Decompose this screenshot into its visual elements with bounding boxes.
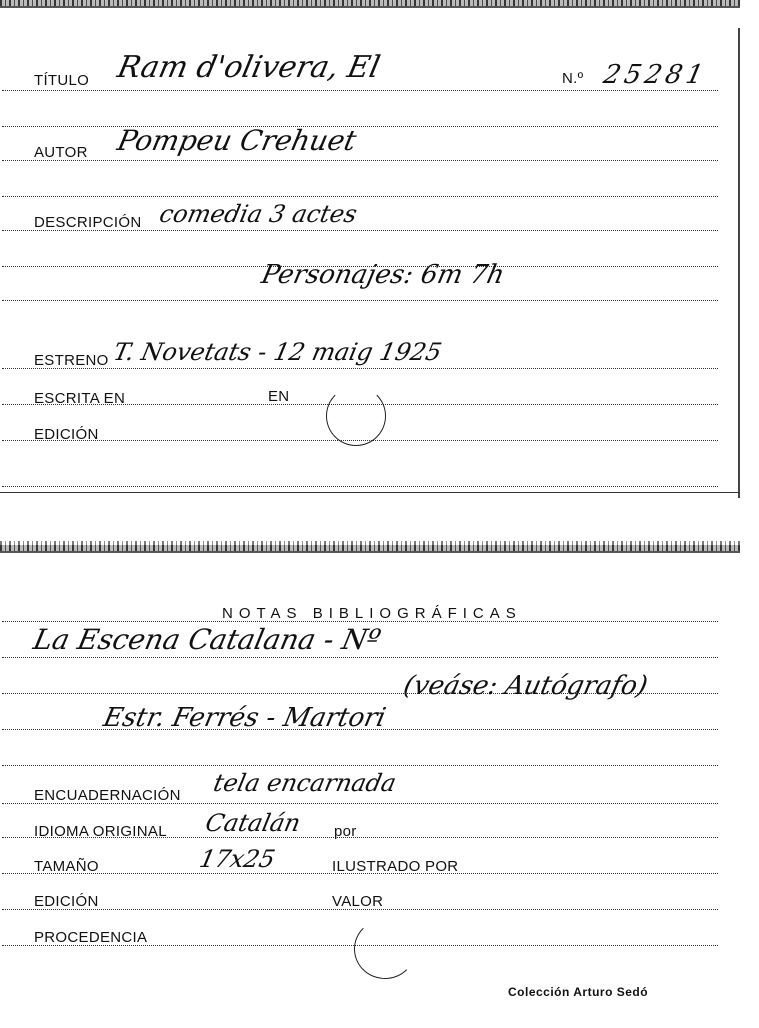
catalog-card-front	[0, 0, 740, 498]
rule	[2, 196, 718, 197]
titulo-value: Ram d'olivera, El	[114, 50, 384, 85]
coleccion-label: Colección Arturo Sedó	[508, 985, 649, 999]
scan-noise-top	[0, 0, 740, 6]
numero-value: 25281	[600, 60, 710, 90]
encuadernacion-value: tela encarnada	[211, 769, 399, 797]
nota-line-3: Estr. Ferrés - Martori	[100, 703, 389, 733]
autor-value: Pompeu Crehuet	[114, 124, 360, 157]
autor-label: AUTOR	[34, 144, 88, 161]
valor-label: VALOR	[332, 893, 384, 910]
estreno-label: ESTRENO	[34, 352, 109, 369]
punch-hole	[326, 386, 386, 446]
descripcion-label: DESCRIPCIÓN	[34, 214, 142, 231]
titulo-label: TÍTULO	[34, 72, 90, 89]
punch-hole	[354, 919, 416, 979]
procedencia-label: PROCEDENCIA	[34, 929, 148, 946]
rule	[2, 368, 718, 369]
rule	[2, 486, 718, 487]
card-separator	[0, 492, 740, 493]
scan-noise-top	[0, 541, 740, 551]
idioma-label: IDIOMA ORIGINAL	[34, 823, 167, 840]
idioma-value: Catalán	[203, 809, 304, 837]
por-label: por	[334, 823, 357, 840]
edicion-label: EDICIÓN	[34, 426, 99, 443]
nota-line-2: (veáse: Autógrafo)	[400, 671, 651, 701]
encuadernacion-label: ENCUADERNACIÓN	[34, 787, 181, 804]
rule	[2, 126, 718, 127]
rule	[2, 90, 718, 91]
tamano-label: TAMAÑO	[34, 858, 99, 875]
card-edge	[738, 28, 740, 498]
catalog-card-back	[0, 545, 740, 1023]
rule	[2, 765, 718, 766]
nota-line-1: La Escena Catalana - Nº	[30, 623, 384, 656]
en-label: EN	[268, 388, 290, 405]
notas-title: NOTAS BIBLIOGRÁFICAS	[222, 605, 522, 622]
numero-label: N.º	[562, 70, 584, 87]
rule	[2, 657, 718, 658]
rule	[2, 300, 718, 301]
descripcion-value: comedia 3 actes	[157, 200, 360, 228]
rule	[2, 621, 718, 622]
edicion-label: EDICIÓN	[34, 893, 99, 910]
ilustrado-label: ILUSTRADO POR	[332, 858, 459, 875]
escrita-label: ESCRITA EN	[34, 390, 126, 407]
personajes-value: Personajes: 6m 7h	[258, 260, 508, 290]
rule	[2, 160, 718, 161]
tamano-value: 17x25	[197, 845, 278, 873]
estreno-value: T. Novetats - 12 maig 1925	[111, 338, 445, 366]
